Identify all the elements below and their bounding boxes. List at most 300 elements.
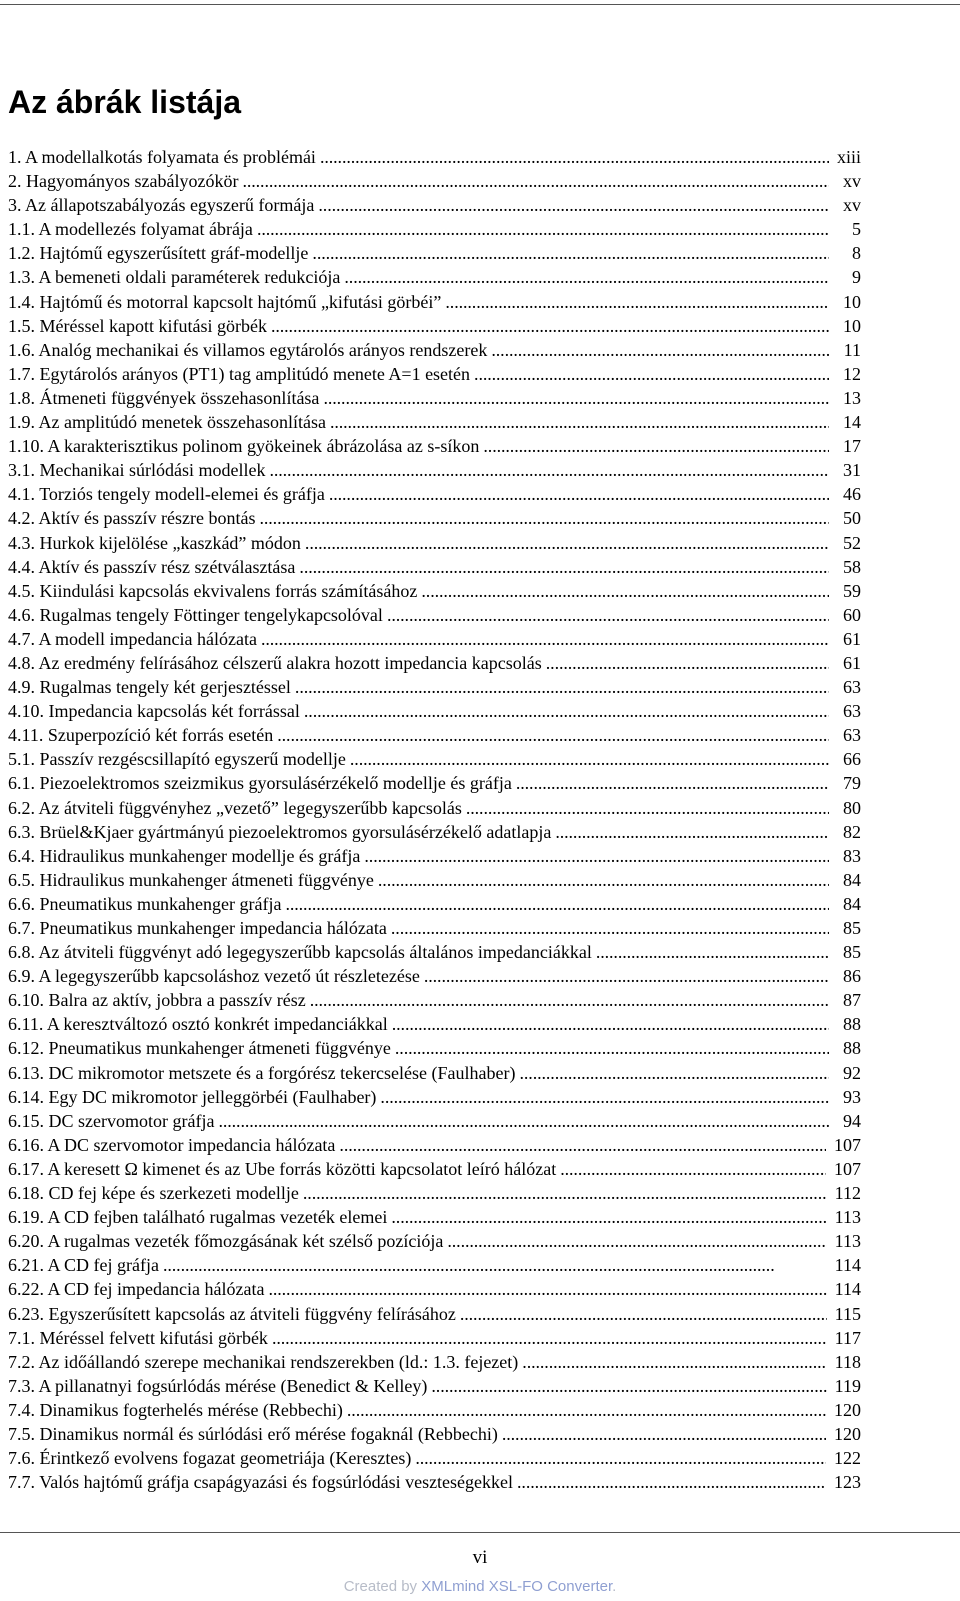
toc-entry[interactable] <box>8 1398 861 1422</box>
toc-entry-title <box>8 386 319 410</box>
page-number: 120 <box>834 1399 861 1420</box>
toc-entry[interactable] <box>8 916 861 940</box>
figure-caption: A DC szervomotor impedancia hálózata <box>47 1134 336 1155</box>
figure-number: 6.11. <box>8 1014 44 1035</box>
dot-leader <box>392 1012 829 1036</box>
page-folio: vi <box>472 1547 488 1568</box>
toc-entry-title <box>8 362 470 386</box>
dot-leader <box>424 964 829 988</box>
dot-leader <box>330 410 829 434</box>
page-number: 83 <box>843 845 861 866</box>
page-number: 10 <box>843 315 861 336</box>
page-number: 85 <box>843 918 861 938</box>
toc-entry[interactable] <box>8 193 861 217</box>
toc-entry-title <box>8 964 420 988</box>
figure-number: 6.23. <box>8 1303 44 1324</box>
dot-leader <box>391 1205 826 1229</box>
figure-caption: Az időállandó szerepe mechanikai rendszerekben (ld.: 1.3. fejezet) <box>38 1351 519 1372</box>
figure-number: 1.3. <box>8 267 35 288</box>
figure-caption: Szuperpozíció két forrás esetén <box>47 725 274 746</box>
dot-leader <box>522 1350 826 1374</box>
toc-entry-title <box>8 314 267 338</box>
toc-entry-title <box>8 1350 518 1374</box>
page-number: 46 <box>843 484 861 505</box>
figure-caption: Rugalmas tengely két gerjesztéssel <box>39 677 291 698</box>
figure-number: 1.7. <box>8 363 35 384</box>
toc-entry-title <box>8 1036 391 1060</box>
toc-entry[interactable] <box>8 217 861 241</box>
figure-caption: Hidraulikus munkahenger modellje és gráfja <box>39 845 361 866</box>
figure-number: 4.10. <box>8 701 44 722</box>
dot-leader <box>257 217 829 241</box>
figure-caption: A CD fej impedancia hálózata <box>47 1279 265 1300</box>
dot-leader <box>323 386 829 410</box>
figure-number: 6.6. <box>8 893 35 914</box>
figure-caption: Pneumatikus munkahenger átmeneti függvénye <box>48 1038 391 1059</box>
toc-entry[interactable] <box>8 458 861 482</box>
dot-leader <box>329 482 829 506</box>
toc-entry-title <box>8 482 325 506</box>
dot-leader <box>271 314 829 338</box>
page-number: 31 <box>843 460 861 481</box>
toc-entry-title <box>8 458 265 482</box>
page-number: xv <box>843 171 861 192</box>
figure-number: 2. <box>8 171 22 192</box>
toc-entry-title <box>8 1229 443 1253</box>
toc-entry[interactable] <box>8 964 861 988</box>
figure-caption: Hurkok kijelölése „kaszkád” módon <box>39 532 301 553</box>
credit-prefix: Created by <box>343 1578 422 1595</box>
toc-entry[interactable] <box>8 482 861 506</box>
figure-caption: Méréssel felvett kifutási görbék <box>39 1327 268 1348</box>
toc-entry[interactable] <box>8 290 861 314</box>
dot-leader <box>163 1253 827 1277</box>
page-number: 9 <box>852 267 861 288</box>
figure-number: 7.5. <box>8 1423 35 1444</box>
toc-entry-title <box>8 1398 343 1422</box>
dot-leader <box>347 1398 826 1422</box>
toc-entry-title <box>8 820 551 844</box>
page-number: 80 <box>843 797 861 818</box>
toc-entry-title <box>8 699 300 723</box>
dot-leader <box>546 651 829 675</box>
toc-entry-title <box>8 1157 556 1181</box>
dot-leader <box>474 362 829 386</box>
toc-entry[interactable] <box>8 1350 861 1374</box>
toc-entry-title <box>8 1277 264 1301</box>
dot-leader <box>483 434 829 458</box>
dot-leader <box>460 1302 827 1326</box>
dot-leader <box>268 1277 826 1301</box>
dot-leader <box>391 916 829 940</box>
figure-number: 7.1. <box>8 1327 35 1348</box>
toc-entry[interactable] <box>8 1061 861 1085</box>
dot-leader <box>431 1374 826 1398</box>
figure-number: 4.1. <box>8 484 35 505</box>
dot-leader <box>277 723 829 747</box>
toc-entry[interactable] <box>8 820 861 844</box>
page-number: 86 <box>843 966 861 987</box>
dot-leader <box>218 1109 829 1133</box>
page-number: 66 <box>843 749 861 770</box>
figure-number: 7.3. <box>8 1375 35 1396</box>
figure-caption: A modell impedancia hálózata <box>38 628 257 649</box>
toc-entry[interactable] <box>8 1326 861 1350</box>
figure-number: 6.19. <box>8 1207 44 1228</box>
figure-number: 6.17. <box>8 1158 44 1179</box>
page-number: 60 <box>843 604 861 625</box>
page-number: 50 <box>843 508 861 529</box>
dot-leader <box>395 1036 829 1060</box>
figure-caption: Egytárolós arányos (PT1) tag amplitúdó menete A=1 esetén <box>39 363 471 384</box>
toc-entry[interactable] <box>8 1229 861 1253</box>
figure-number: 4.2. <box>8 508 35 529</box>
toc-entry[interactable] <box>8 868 861 892</box>
figure-caption: Valós hajtómű gráfja csapágyazási és fogsúrlódási veszteségekkel <box>39 1472 514 1493</box>
figure-number: 6.7. <box>8 918 35 938</box>
toc-entry[interactable] <box>8 241 861 265</box>
figure-number: 1.1. <box>8 219 35 240</box>
toc-entry-title <box>8 193 314 217</box>
toc-entry[interactable] <box>8 338 861 362</box>
page-number: 5 <box>852 219 861 240</box>
toc-entry[interactable] <box>8 1422 861 1446</box>
toc-entry-title <box>8 555 295 579</box>
toc-entry-title <box>8 603 383 627</box>
toc-entry[interactable] <box>8 1470 861 1494</box>
toc-entry[interactable] <box>8 579 861 603</box>
toc-entry[interactable] <box>8 531 861 555</box>
page-number: 120 <box>834 1423 861 1444</box>
toc-entry-title <box>8 1133 335 1157</box>
toc-entry-title <box>8 771 512 795</box>
figure-caption: Hidraulikus munkahenger átmeneti függvénye <box>39 869 374 890</box>
dot-leader <box>421 579 829 603</box>
dot-leader <box>560 1157 826 1181</box>
figure-number: 1.10. <box>8 436 44 457</box>
page-number: 59 <box>843 580 861 601</box>
dot-leader <box>242 169 829 193</box>
figure-caption: Egyszerűsített kapcsolás az átviteli függvény felírásához <box>48 1303 456 1324</box>
figure-caption: Aktív és passzív részre bontás <box>38 508 256 529</box>
toc-entry-title <box>8 844 360 868</box>
toc-entry-title <box>8 988 306 1012</box>
page-number: 92 <box>843 1062 861 1083</box>
dot-leader <box>295 675 829 699</box>
figure-caption: A legegyszerűbb kapcsoláshoz vezető út részletezése <box>38 966 420 987</box>
figure-number: 7.6. <box>8 1448 35 1469</box>
dot-leader <box>447 1229 826 1253</box>
figure-number: 3.1. <box>8 460 35 481</box>
toc-entry[interactable] <box>8 386 861 410</box>
figure-number: 6.9. <box>8 966 35 987</box>
toc-entry[interactable] <box>8 988 861 1012</box>
toc-entry[interactable] <box>8 699 861 723</box>
credit-suffix: . <box>612 1578 617 1595</box>
page-number: 113 <box>834 1231 861 1252</box>
figure-caption: Az átviteli függvényhez „vezető” legegyszerűbb kapcsolás <box>38 797 462 818</box>
figure-number: 6.22. <box>8 1279 44 1300</box>
page-number: 12 <box>843 363 861 384</box>
figure-caption: A rugalmas vezeték főmozgásának két szélső pozíciója <box>47 1231 444 1252</box>
generator-credit <box>0 1578 960 1596</box>
toc-entry-title <box>8 1302 456 1326</box>
toc-entry[interactable] <box>8 410 861 434</box>
toc-entry[interactable] <box>8 1012 861 1036</box>
toc-entry-title <box>8 747 346 771</box>
figure-caption: Érintkező evolvens fogazat geometriája (Keresztes) <box>39 1448 412 1469</box>
figure-number: 4.9. <box>8 677 35 698</box>
toc-entry[interactable] <box>8 940 861 964</box>
page-number: 52 <box>843 532 861 553</box>
figure-number: 1.6. <box>8 339 35 360</box>
toc-entry[interactable] <box>8 1036 861 1060</box>
toc-entry-title <box>8 290 441 314</box>
figure-caption: Pneumatikus munkahenger gráfja <box>39 893 282 914</box>
toc-entry[interactable] <box>8 1181 861 1205</box>
figure-caption: Az eredmény felírásához célszerű alakra hozott impedancia kapcsolás <box>38 652 542 673</box>
toc-entry-title <box>8 434 479 458</box>
figure-number: 1.9. <box>8 412 35 433</box>
toc-entry[interactable] <box>8 1157 861 1181</box>
figure-caption: Passzív rezgéscsillapító egyszerű modellje <box>39 749 346 770</box>
page-number: 79 <box>843 773 861 794</box>
toc-entry[interactable] <box>8 1253 861 1277</box>
toc-entry[interactable] <box>8 1374 861 1398</box>
toc-entry[interactable] <box>8 603 861 627</box>
figure-caption: CD fej képe és szerkezeti modellje <box>48 1183 299 1204</box>
toc-entry-title <box>8 169 238 193</box>
credit-link[interactable]: XMLmind XSL-FO Converter <box>421 1578 613 1595</box>
figure-caption: Méréssel kapott kifutási görbék <box>39 315 267 336</box>
page-number: 84 <box>843 893 861 914</box>
toc-entry-title <box>8 1253 159 1277</box>
dot-leader <box>344 265 829 289</box>
dot-leader <box>415 1446 826 1470</box>
page-number: 93 <box>843 1086 861 1107</box>
figure-caption: Hagyományos szabályozókör <box>26 171 239 192</box>
toc-entry[interactable] <box>8 506 861 530</box>
toc-entry[interactable] <box>8 1109 861 1133</box>
toc-entry-title <box>8 241 308 265</box>
toc-entry-title <box>8 1422 498 1446</box>
dot-leader <box>466 796 829 820</box>
toc-entry[interactable] <box>8 627 861 651</box>
toc-entry-title <box>8 531 301 555</box>
figure-caption: Aktív és passzív rész szétválasztása <box>38 556 296 577</box>
page-number: 112 <box>834 1183 861 1204</box>
toc-entry[interactable] <box>8 651 861 675</box>
dot-leader <box>555 820 829 844</box>
figure-caption: Hajtómű egyszerűsített gráf-modellje <box>39 243 309 264</box>
page-number: 107 <box>834 1134 861 1155</box>
toc-entry-title <box>8 265 340 289</box>
toc-entry[interactable] <box>8 555 861 579</box>
page-number: 61 <box>843 652 861 673</box>
toc-entry-title <box>8 338 487 362</box>
page-number: 123 <box>834 1472 861 1493</box>
toc-entry-title <box>8 868 374 892</box>
figure-number: 4.6. <box>8 604 35 625</box>
page-number: 8 <box>852 243 861 264</box>
figure-number: 4.7. <box>8 628 35 649</box>
figure-caption: DC szervomotor gráfja <box>48 1110 215 1131</box>
toc-entry-title <box>8 1446 411 1470</box>
page-number: 107 <box>834 1158 861 1179</box>
toc-entry-title <box>8 723 273 747</box>
figure-caption: A modellezés folyamat ábrája <box>38 219 253 240</box>
page-number: xiii <box>836 147 861 167</box>
toc-entry[interactable] <box>8 675 861 699</box>
dot-leader <box>350 747 829 771</box>
dot-leader <box>299 555 829 579</box>
page-number: 82 <box>843 821 861 842</box>
page-number: 13 <box>843 387 861 408</box>
dot-leader <box>502 1422 826 1446</box>
figure-number: 6.8. <box>8 942 35 963</box>
dot-leader <box>272 1326 827 1350</box>
toc-entry-title <box>8 1470 513 1494</box>
figure-caption: A pillanatnyi fogsúrlódás mérése (Benedict & Kelley) <box>38 1375 428 1396</box>
toc-entry[interactable] <box>8 1277 861 1301</box>
toc-entry[interactable] <box>8 1446 861 1470</box>
page-number: 14 <box>843 412 861 433</box>
dot-leader <box>269 458 829 482</box>
figure-caption: Az átviteli függvényt adó legegyszerűbb kapcsolás általános impedanciákkal <box>38 942 592 963</box>
figure-number: 6.21. <box>8 1255 44 1276</box>
toc-entry-title <box>8 1012 388 1036</box>
page-number: 63 <box>843 725 861 746</box>
figure-number: 4.5. <box>8 580 35 601</box>
figure-caption: Dinamikus fogterhelés mérése (Rebbechi) <box>39 1399 343 1420</box>
page-number: 61 <box>843 628 861 649</box>
figure-caption: DC mikromotor metszete és a forgórész tekercselése (Faulhaber) <box>48 1062 516 1083</box>
toc-entry-title <box>8 916 387 940</box>
toc-entry[interactable] <box>8 1302 861 1326</box>
figure-caption: Balra az aktív, jobbra a passzív rész <box>48 990 306 1011</box>
figure-number: 1.2. <box>8 243 35 264</box>
dot-leader <box>310 988 829 1012</box>
toc-entry[interactable] <box>8 796 861 820</box>
toc-entry-title <box>8 1061 516 1085</box>
toc-entry[interactable] <box>8 723 861 747</box>
figure-caption: A keresett Ω kimenet és az Ube forrás közötti kapcsolatot leíró hálózat <box>47 1158 557 1179</box>
figure-number: 4.4. <box>8 556 35 577</box>
figure-number: 4.3. <box>8 532 35 553</box>
toc-entry[interactable] <box>8 1085 861 1109</box>
figure-caption: Az amplitúdó menetek összehasonlítása <box>38 412 326 433</box>
figure-caption: Hajtómű és motorral kapcsolt hajtómű „kifutási görbéi” <box>39 291 442 312</box>
toc-entry[interactable] <box>8 314 861 338</box>
figure-caption: Analóg mechanikai és villamos egytárolós arányos rendszerek <box>38 339 488 360</box>
dot-leader <box>312 241 829 265</box>
toc-entry-title <box>8 675 291 699</box>
toc-entry[interactable] <box>8 892 861 916</box>
figure-number: 6.3. <box>8 821 35 842</box>
toc-entry-title <box>8 217 253 241</box>
toc-entry[interactable] <box>8 362 861 386</box>
dot-leader <box>339 1133 826 1157</box>
figure-caption: A CD fejben található rugalmas vezeték elemei <box>47 1207 388 1228</box>
page-number: 87 <box>843 990 861 1011</box>
dot-leader <box>378 868 829 892</box>
toc-entry-title <box>8 1374 427 1398</box>
page-title: Az ábrák listája <box>8 84 241 120</box>
page-number: 88 <box>843 1014 861 1035</box>
list-of-figures <box>8 145 861 1494</box>
figure-number: 6.12. <box>8 1038 44 1059</box>
figure-caption: A karakterisztikus polinom gyökeinek ábrázolása az s-síkon <box>47 436 480 457</box>
toc-entry[interactable] <box>8 1133 861 1157</box>
figure-number: 7.4. <box>8 1399 35 1420</box>
page-number: 118 <box>834 1351 861 1372</box>
figure-caption: A keresztváltozó osztó konkrét impedanciákkal <box>46 1014 388 1035</box>
page-number: 115 <box>834 1303 861 1324</box>
page-number: 17 <box>843 436 861 457</box>
dot-leader <box>445 290 829 314</box>
toc-entry[interactable] <box>8 169 861 193</box>
toc-entry[interactable] <box>8 1205 861 1229</box>
dot-leader <box>387 603 829 627</box>
page-number: 114 <box>834 1255 861 1276</box>
toc-entry-title <box>8 627 257 651</box>
figure-number: 7.2. <box>8 1351 35 1372</box>
dot-leader <box>380 1085 829 1109</box>
toc-entry[interactable] <box>8 265 861 289</box>
dot-leader <box>318 193 829 217</box>
toc-entry-title <box>8 1205 387 1229</box>
toc-entry[interactable] <box>8 771 861 795</box>
figure-caption: Impedancia kapcsolás két forrással <box>48 701 300 722</box>
dot-leader <box>520 1061 830 1085</box>
toc-entry[interactable] <box>8 434 861 458</box>
figure-number: 3. <box>8 195 22 216</box>
figure-number: 6.4. <box>8 845 35 866</box>
dot-leader <box>305 531 829 555</box>
figure-caption: Az állapotszabályozás egyszerű formája <box>25 195 315 216</box>
page-number: 88 <box>843 1038 861 1059</box>
figure-number: 4.11. <box>8 725 44 746</box>
figure-number: 6.2. <box>8 797 35 818</box>
figure-caption: Átmeneti függvények összehasonlítása <box>39 387 320 408</box>
toc-entry[interactable] <box>8 747 861 771</box>
toc-entry[interactable] <box>8 145 861 169</box>
toc-entry-title <box>8 651 542 675</box>
dot-leader <box>491 338 829 362</box>
figure-caption: Torziós tengely modell-elemei és gráfja <box>39 484 325 505</box>
figure-caption: Egy DC mikromotor jelleggörbéi (Faulhaber) <box>48 1086 377 1107</box>
dot-leader <box>304 699 829 723</box>
toc-entry-title <box>8 940 592 964</box>
toc-entry-title <box>8 892 281 916</box>
toc-entry[interactable] <box>8 844 861 868</box>
toc-entry-title <box>8 796 462 820</box>
dot-leader <box>364 844 829 868</box>
page-number: 94 <box>843 1110 861 1131</box>
toc-entry-title <box>8 1181 299 1205</box>
figure-number: 6.18. <box>8 1183 44 1204</box>
dot-leader <box>320 145 829 169</box>
page-number: 58 <box>843 556 861 577</box>
figure-number: 5.1. <box>8 749 35 770</box>
page-number: 63 <box>843 701 861 722</box>
header-rule <box>0 4 960 5</box>
page-number: 84 <box>843 869 861 890</box>
figure-caption: Pneumatikus munkahenger impedancia hálózata <box>39 918 387 938</box>
figure-number: 1.5. <box>8 315 35 336</box>
figure-number: 1.4. <box>8 291 35 312</box>
figure-number: 1.8. <box>8 387 35 408</box>
